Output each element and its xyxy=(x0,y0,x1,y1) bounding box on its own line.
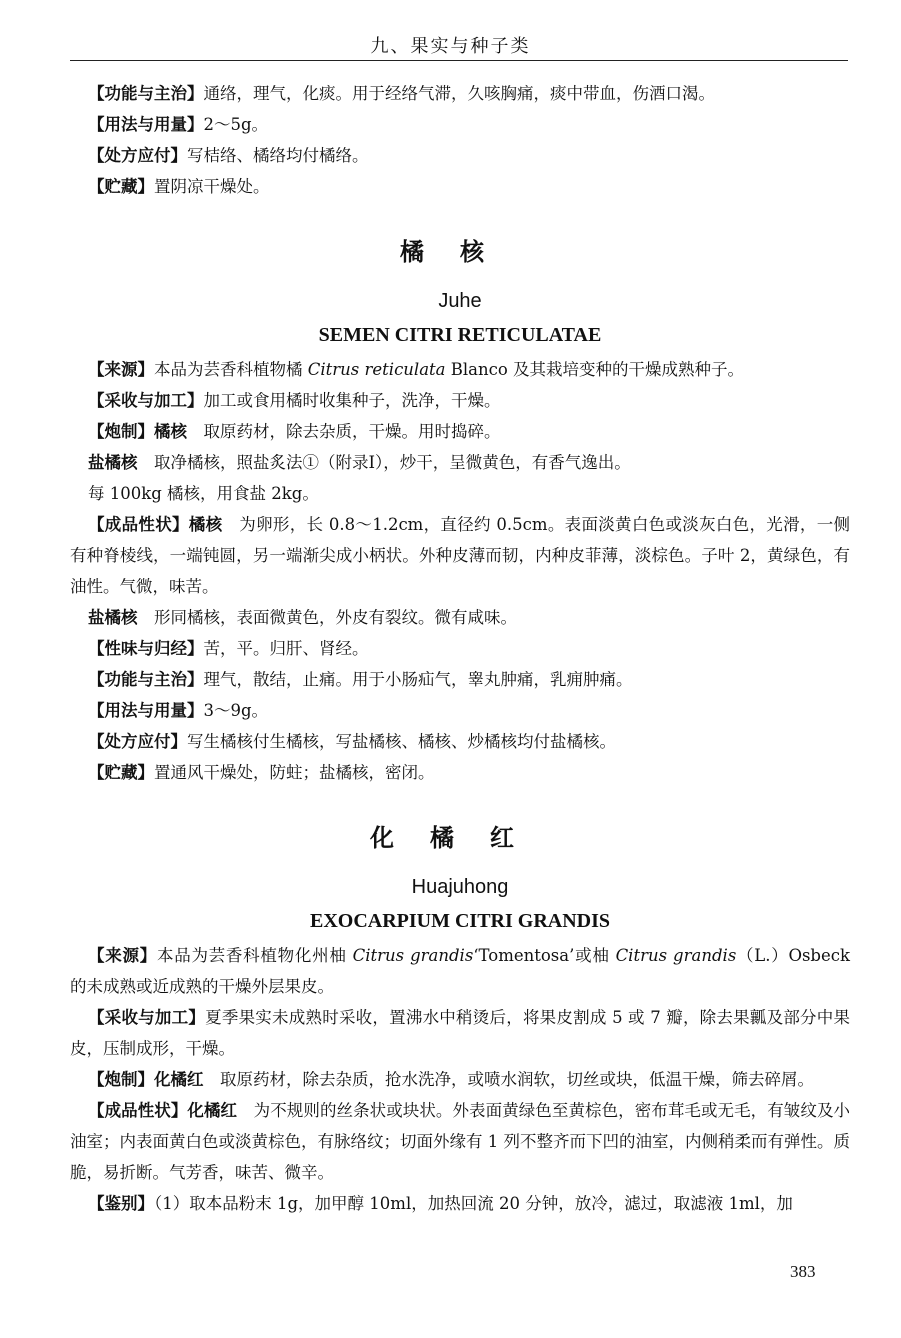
juhe-yan: 盐橘核 取净橘核，照盐炙法①（附录Ⅰ），炒干，呈微黄色，有香气逸出。 xyxy=(88,453,631,472)
huajuhong-laiyuan: 【来源】本品为芸香科植物化州柚 Citrus grandis‘Tomentosa’或柚 Citrus grandis（L.）Osbeck 的未成熟或近成熟的干燥外层果皮。 xyxy=(70,946,850,996)
juhe-chufang: 【处方应付】写生橘核付生橘核，写盐橘核、橘核、炒橘核均付盐橘核。 xyxy=(88,732,616,751)
header-rule xyxy=(70,60,848,61)
juhe-zhucang: 【贮藏】置通风干燥处，防蛀；盐橘核，密闭。 xyxy=(88,763,435,782)
page-content xyxy=(70,78,850,1219)
juhe-yongfa: 【用法与用量】3～9g。 xyxy=(88,701,269,720)
prev-gongneng: 【功能与主治】通络，理气，化痰。用于经络气滞，久咳胸痛，痰中带血，伤酒口渴。 xyxy=(88,84,715,103)
juhe-caishou: 【采收与加工】加工或食用橘时收集种子，洗净，干燥。 xyxy=(88,391,501,410)
juhe-xingwei: 【性味与归经】苦，平。归肝、肾经。 xyxy=(88,639,369,658)
huajuhong-paozhi: 【炮制】化橘红 取原药材，除去杂质，抢水洗净，或喷水润软，切丝或块，低温干燥，筛去碎屑。 xyxy=(88,1070,814,1089)
juhe-yan2: 盐橘核 形同橘核，表面微黄色，外皮有裂纹。微有咸味。 xyxy=(88,608,517,627)
page-header-title: 九、果实与种子类 xyxy=(370,36,531,57)
latin-name-huajuhong: EXOCARPIUM CITRI GRANDIS xyxy=(309,910,611,932)
prev-yongfa: 【用法与用量】2～5g。 xyxy=(88,115,269,134)
juhe-laiyuan: 【来源】本品为芸香科植物橘 Citrus reticulata Blanco 及其栽培变种的干燥成熟种子。 xyxy=(88,360,745,379)
juhe-paozhi: 【炮制】橘核 取原药材，除去杂质，干燥。用时捣碎。 xyxy=(88,422,501,441)
page-number: 383 xyxy=(790,1262,816,1281)
prev-zhucang: 【贮藏】置阴凉干燥处。 xyxy=(88,177,270,196)
monograph-title-huajuhong: 化橘红 xyxy=(370,824,550,852)
juhe-xingzhuang: 【成品性状】橘核 为卵形，长 0.8～1.2cm，直径约 0.5cm。表面淡黄白色或淡灰白色，光滑，一侧有种脊棱线，一端钝圆，另一端渐尖成小柄状。外种皮薄而韧，内种皮菲薄，淡棕色。子叶 2，黄绿色，有油性。气微，味苦。 xyxy=(70,515,851,596)
huajuhong-jianbie: 【鉴别】（1）取本品粉末 1g，加甲醇 10ml，加热回流 20 分钟，放冷，滤过，取滤液 1ml，加 xyxy=(88,1194,793,1213)
pinyin-huajuhong: Huajuhong xyxy=(411,876,509,898)
juhe-yan-note: 每 100kg 橘核，用食盐 2kg。 xyxy=(88,484,319,503)
huajuhong-xingzhuang: 【成品性状】化橘红 为不规则的丝条状或块状。外表面黄绿色至黄棕色，密布茸毛或无毛，有皱纹及小油室；内表面黄白色或淡黄棕色，有脉络纹；切面外缘有 1 列不整齐而下凹的油室，内侧稍柔而有弹性。质脆，易折断。气芳香，味苦、微辛。 xyxy=(70,1101,851,1182)
prev-chufang: 【处方应付】写桔络、橘络均付橘络。 xyxy=(88,146,369,165)
pinyin-juhe: Juhe xyxy=(438,290,482,312)
juhe-gongneng: 【功能与主治】理气，散结，止痛。用于小肠疝气，睾丸肿痛，乳痈肿痛。 xyxy=(88,670,633,689)
huajuhong-caishou: 【采收与加工】夏季果实未成熟时采收，置沸水中稍烫后，将果皮割成 5 或 7 瓣，除去果瓤及部分中果皮，压制成形，干燥。 xyxy=(70,1008,850,1058)
monograph-title-juhe: 橘核 xyxy=(400,238,520,266)
latin-name-juhe: SEMEN CITRI RETICULATAE xyxy=(318,324,602,346)
